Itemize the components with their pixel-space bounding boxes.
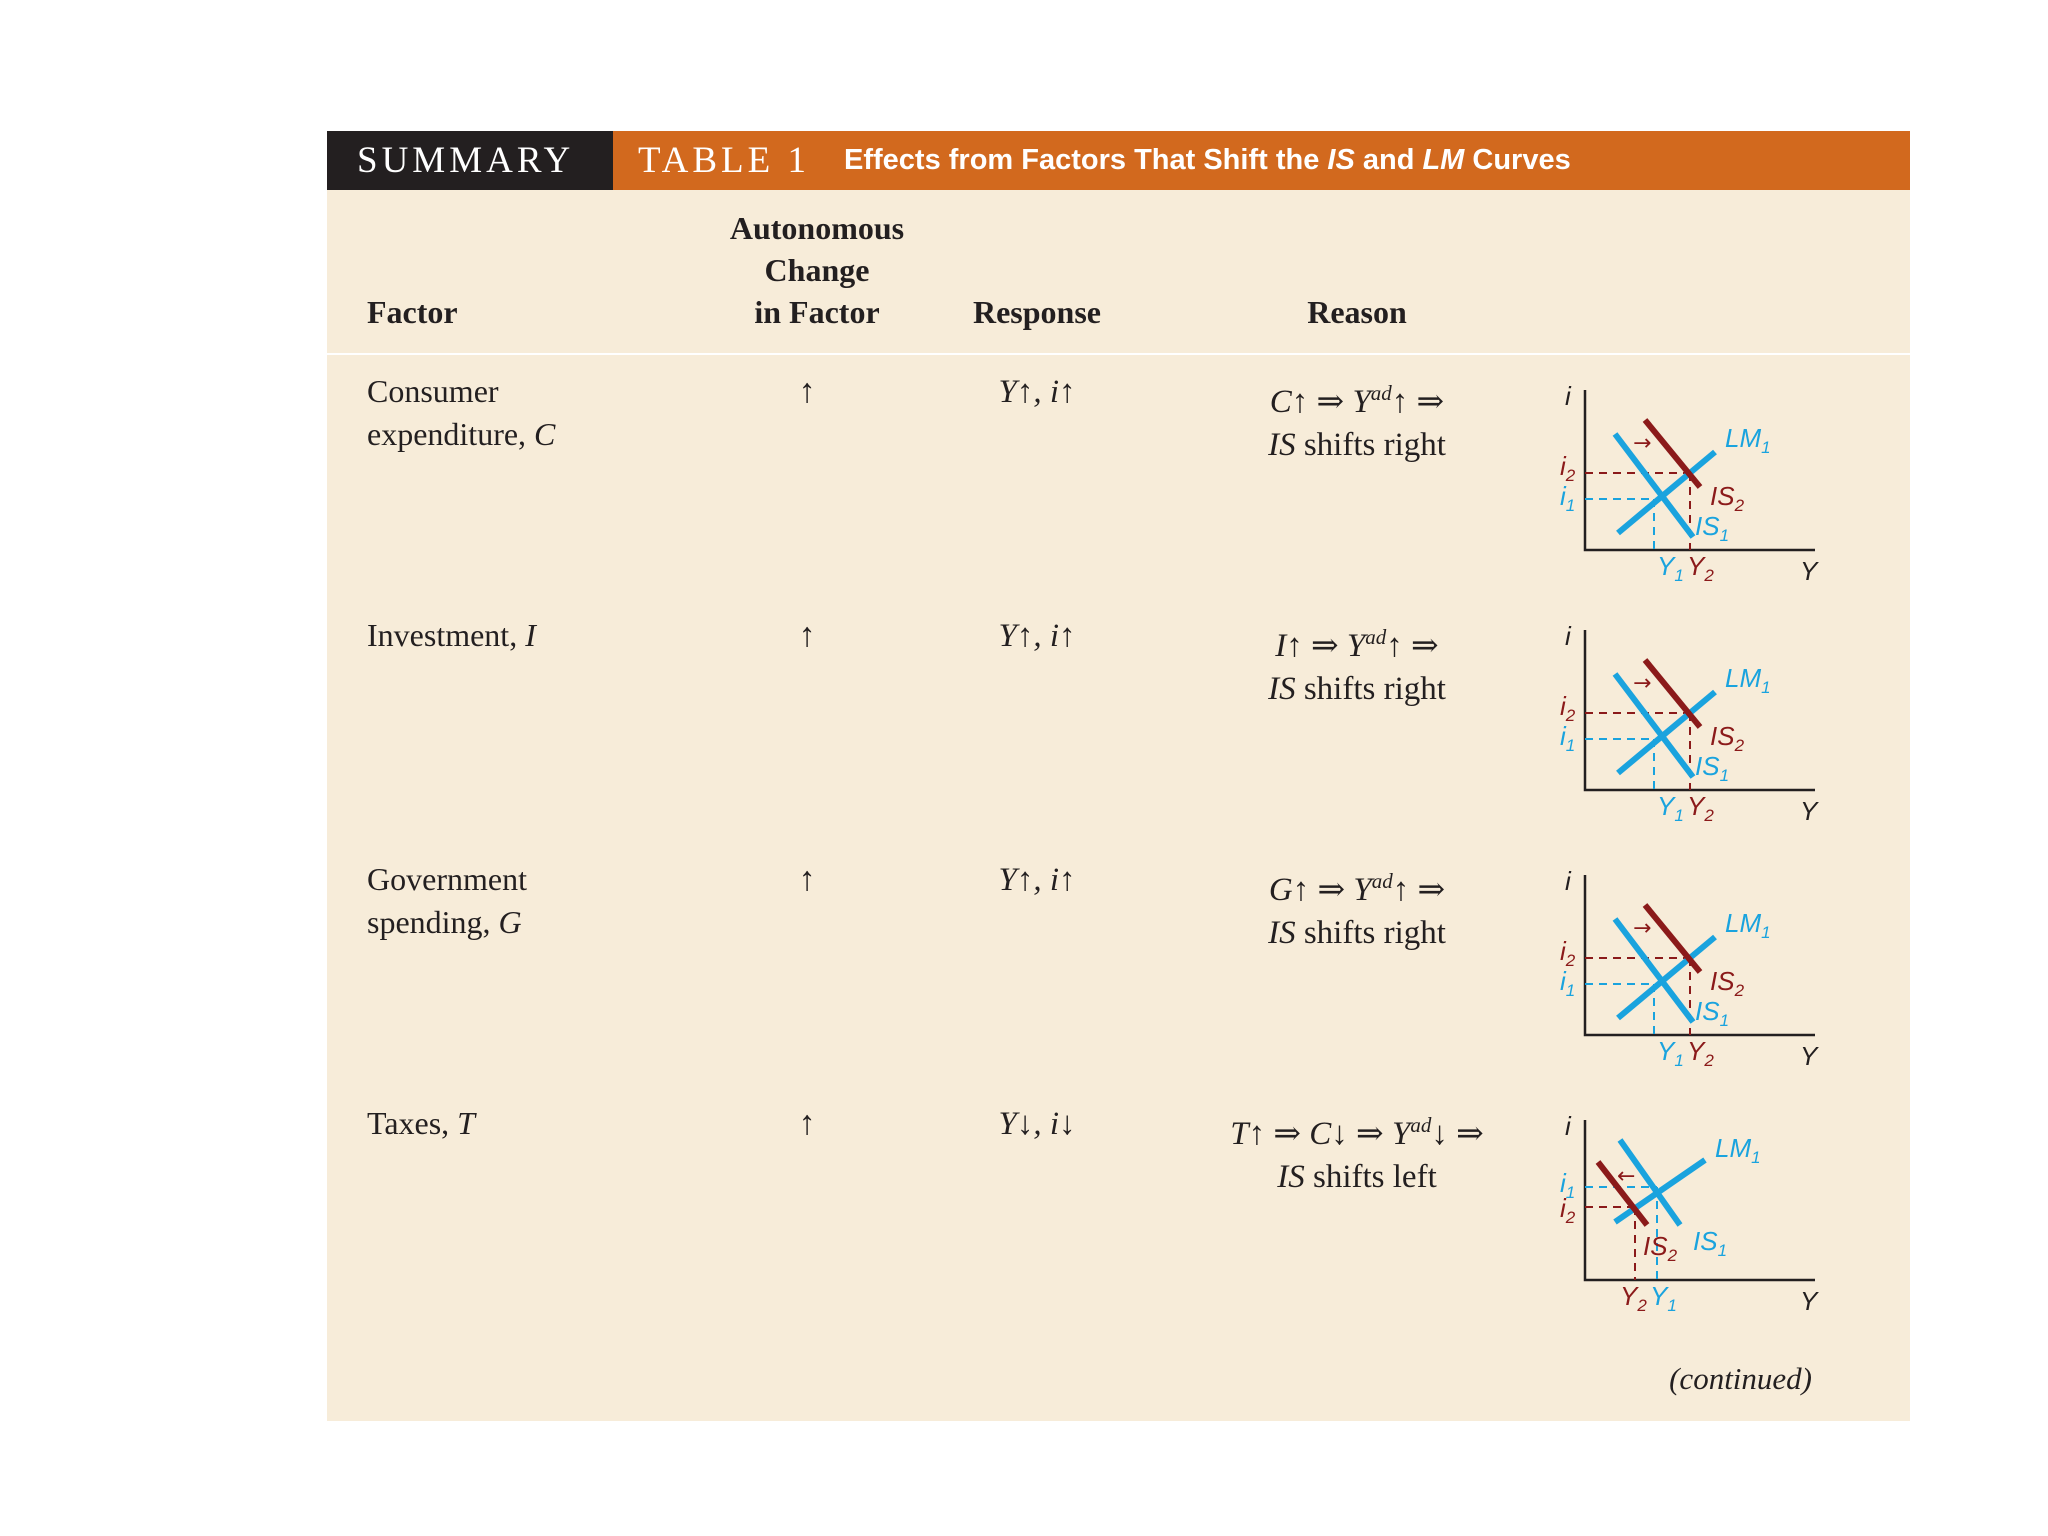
label-i1: $i_1$	[1560, 481, 1576, 515]
autonomous-change-arrow: ↑	[798, 617, 816, 654]
factor-name	[367, 614, 536, 657]
label-y2: $Y_2$	[1687, 791, 1714, 825]
reason-cell	[1107, 372, 1607, 467]
reason-cell	[1107, 860, 1607, 955]
header-divider	[327, 353, 1910, 355]
label-y1: $Y_1$	[1650, 1281, 1677, 1315]
table-label: TABLE 1	[638, 140, 810, 181]
axis-label-y: Y	[1800, 556, 1818, 586]
is1-curve	[1615, 919, 1693, 1022]
label-lm1: $LM_1$	[1725, 423, 1771, 457]
label-is1: $IS_1$	[1695, 751, 1730, 785]
reason-shift-text: shifts right	[1295, 427, 1446, 463]
axis-label-i: i	[1565, 621, 1571, 651]
reason-superscript: ad	[1370, 381, 1392, 405]
is1-curve	[1615, 674, 1693, 777]
response-value: Y↑, i↑	[998, 862, 1076, 898]
column-header-reason: Reason	[1307, 294, 1407, 330]
axis-label-i: i	[1565, 1111, 1571, 1141]
summary-block	[327, 131, 613, 190]
label-is2: $IS_2$	[1710, 721, 1745, 755]
reason-chain-start: T↑ ⇒ C↓ ⇒ Y	[1230, 1116, 1411, 1152]
reason-chain-start: I↑ ⇒ Y	[1275, 628, 1366, 664]
factor-variable: I	[525, 617, 536, 653]
label-y2: $Y_2$	[1687, 551, 1714, 585]
reason-curve-term: IS	[1277, 1159, 1305, 1195]
label-lm1: $LM_1$	[1715, 1133, 1761, 1167]
shift-arrow-icon: ←	[1617, 1164, 1636, 1189]
reason-chain	[1107, 860, 1607, 912]
label-lm1: $LM_1$	[1725, 908, 1771, 942]
factor-label: Government spending,	[367, 861, 527, 940]
autonomous-change-arrow: ↑	[798, 373, 816, 410]
label-i1: $i_1$	[1560, 966, 1576, 1000]
reason-shift	[1107, 912, 1607, 955]
reason-cell	[1107, 616, 1607, 711]
reason-curve-term: IS	[1268, 915, 1296, 951]
reason-chain-start: G↑ ⇒ Y	[1268, 872, 1372, 908]
axis-label-y: Y	[1800, 1041, 1818, 1071]
factor-label: Taxes,	[367, 1105, 458, 1141]
label-y2: $Y_2$	[1620, 1281, 1647, 1315]
label-i2: $i_2$	[1560, 1193, 1576, 1227]
is2-curve	[1645, 420, 1700, 487]
summary-label: SUMMARY	[357, 140, 575, 181]
reason-shift-text: shifts right	[1295, 671, 1446, 707]
label-y1: $Y_1$	[1657, 791, 1684, 825]
reason-chain	[1107, 372, 1607, 424]
table-caption: Effects from Factors That Shift the IS and LM Curves	[844, 144, 1571, 176]
reason-chain-end: ↓ ⇒	[1431, 1116, 1484, 1152]
reason-shift	[1107, 1156, 1607, 1199]
factor-label: Consumer expenditure,	[367, 373, 527, 452]
reason-chain-end: ↑ ⇒	[1391, 384, 1445, 420]
axis-label-i: i	[1565, 866, 1571, 896]
reason-chain-end: ↑ ⇒	[1386, 628, 1439, 664]
reason-shift	[1107, 668, 1607, 711]
factor-variable: C	[534, 416, 556, 452]
label-y2: $Y_2$	[1687, 1036, 1714, 1070]
reason-chain	[1107, 616, 1607, 668]
axis-label-y: Y	[1800, 1286, 1818, 1316]
factor-name	[367, 1102, 475, 1145]
reason-chain-start: C↑ ⇒ Y	[1269, 384, 1371, 420]
label-i2: $i_2$	[1560, 936, 1576, 970]
label-i2: $i_2$	[1560, 691, 1576, 725]
label-is2: $IS_2$	[1710, 481, 1745, 515]
factor-variable: T	[457, 1105, 475, 1141]
reason-chain-end: ↑ ⇒	[1392, 872, 1446, 908]
reason-superscript: ad	[1410, 1113, 1432, 1137]
reason-shift	[1107, 424, 1607, 467]
response-value: Y↑, i↑	[998, 374, 1076, 410]
reason-chain	[1107, 1104, 1607, 1156]
label-i1: $i_1$	[1560, 721, 1576, 755]
factor-name	[367, 370, 555, 456]
shift-arrow-icon: →	[1633, 431, 1652, 456]
column-header-autonomous-change: Autonomous Change in Factor	[729, 210, 905, 330]
factor-label: Investment,	[367, 617, 526, 653]
is1-curve	[1615, 434, 1693, 537]
axis-label-y: Y	[1800, 796, 1818, 826]
shift-arrow-icon: →	[1633, 916, 1652, 941]
label-y1: $Y_1$	[1657, 551, 1684, 585]
is2-curve	[1645, 660, 1700, 727]
is-lm-diagram	[1545, 860, 1835, 1075]
continued-note: (continued)	[1669, 1361, 1812, 1396]
reason-cell	[1107, 1104, 1607, 1199]
factor-name	[367, 858, 527, 944]
label-is1: $IS_1$	[1693, 1226, 1728, 1260]
reason-superscript: ad	[1371, 869, 1393, 893]
autonomous-change-arrow: ↑	[798, 1105, 816, 1142]
title-bar	[327, 131, 1910, 190]
column-header-factor: Factor	[367, 294, 458, 330]
autonomous-change-arrow: ↑	[798, 861, 816, 898]
reason-shift-text: shifts left	[1304, 1159, 1437, 1195]
label-i1: $i_1$	[1560, 1168, 1576, 1202]
reason-superscript: ad	[1365, 625, 1387, 649]
factor-variable: G	[498, 904, 522, 940]
is-lm-diagram	[1545, 1105, 1835, 1320]
label-y1: $Y_1$	[1657, 1036, 1684, 1070]
is2-curve	[1645, 905, 1700, 972]
reason-curve-term: IS	[1268, 671, 1296, 707]
is-lm-diagram	[1545, 375, 1835, 590]
label-is2: $IS_2$	[1710, 966, 1745, 1000]
reason-curve-term: IS	[1268, 427, 1296, 463]
reason-shift-text: shifts right	[1295, 915, 1446, 951]
response-value: Y↑, i↑	[998, 618, 1076, 654]
label-lm1: $LM_1$	[1725, 663, 1771, 697]
column-header-response: Response	[972, 294, 1101, 330]
response-value: Y↓, i↓	[998, 1106, 1076, 1142]
axis-label-i: i	[1565, 381, 1571, 411]
shift-arrow-icon: →	[1633, 671, 1652, 696]
label-is1: $IS_1$	[1695, 996, 1730, 1030]
label-is1: $IS_1$	[1695, 511, 1730, 545]
label-is2: $IS_2$	[1643, 1231, 1678, 1265]
label-i2: $i_2$	[1560, 451, 1576, 485]
is-lm-diagram	[1545, 615, 1835, 830]
